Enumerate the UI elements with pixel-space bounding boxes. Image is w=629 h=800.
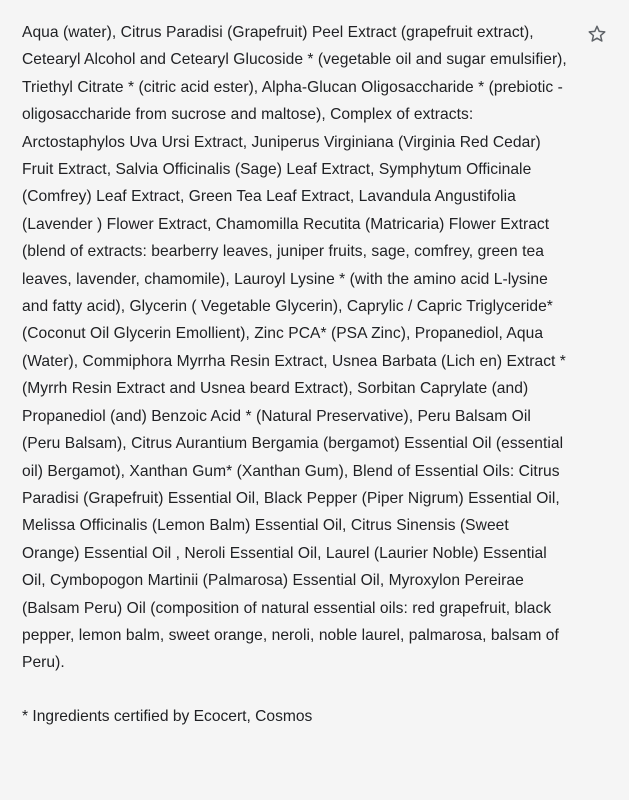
star-icon[interactable] (587, 24, 607, 44)
ingredients-text: Aqua (water), Citrus Paradisi (Grapefruit) Peel Extract (grapefruit extract), Cetearyl Alcohol and Cetearyl Glucoside * (vegetable oil and sugar emulsifier), Triethyl Citrate * (citric acid ester), Alpha-Glucan Oligosaccharide * (prebiotic - oligosaccharide from sucrose and maltose), Complex of extracts: Arctostaphylos Uva Ursi Extract, Juniperus Virginiana (Virginia Red Cedar) Fruit Extract, Salvia Officinalis (Sage) Leaf Extract, Symphytum Officinale (Comfrey) Leaf Extract, Green Tea Leaf Extract, Lavandula Angustifolia (Lavender ) Flower Extract, Chamomilla Recutita (Matricaria) Flower Extract (blend of extracts: bearberry leaves, juniper fruits, sage, comfrey, green tea leaves, lavender, chamomile), Lauroyl Lysine * (with the amino acid L-lysine and fatty acid), Glycerin ( Vegetable Glycerin), Caprylic / Capric Triglyceride* (Coconut Oil Glycerin Emollient), Zinc PCA* (PSA Zinc), Propanediol, Aqua (Water), Commiphora Myrrha Resin Extract, Usnea Barbata (Lich en) Extract * (Myrrh Resin Extract and Usnea beard Extract), Sorbitan Caprylate (and) Propanediol (and) Benzoic Acid * (Natural Preservative), Peru Balsam Oil (Peru Balsam), Citrus Aurantium Bergamia (bergamot) Essential Oil (essential oil) Bergamot), Xanthan Gum* (Xanthan Gum), Blend of Essential Oils: Citrus Paradisi (Grapefruit) Essential Oil, Black Pepper (Piper Nigrum) Essential Oil, Melissa Officinalis (Lemon Balm) Essential Oil, Citrus Sinensis (Sweet Orange) Essential Oil , Neroli Essential Oil, Laurel (Laurier Noble) Essential Oil, Cymbopogon Martinii (Palmarosa) Essential Oil, Myroxylon Pereirae (Balsam Peru) Oil (composition of natural essential oils: red grapefruit, black pepper, lemon balm, sweet orange, neroli, noble laurel, palmarosa, balsam of Peru). (22, 24, 567, 672)
certification-footnote: * Ingredients certified by Ecocert, Cosmos (22, 707, 313, 725)
